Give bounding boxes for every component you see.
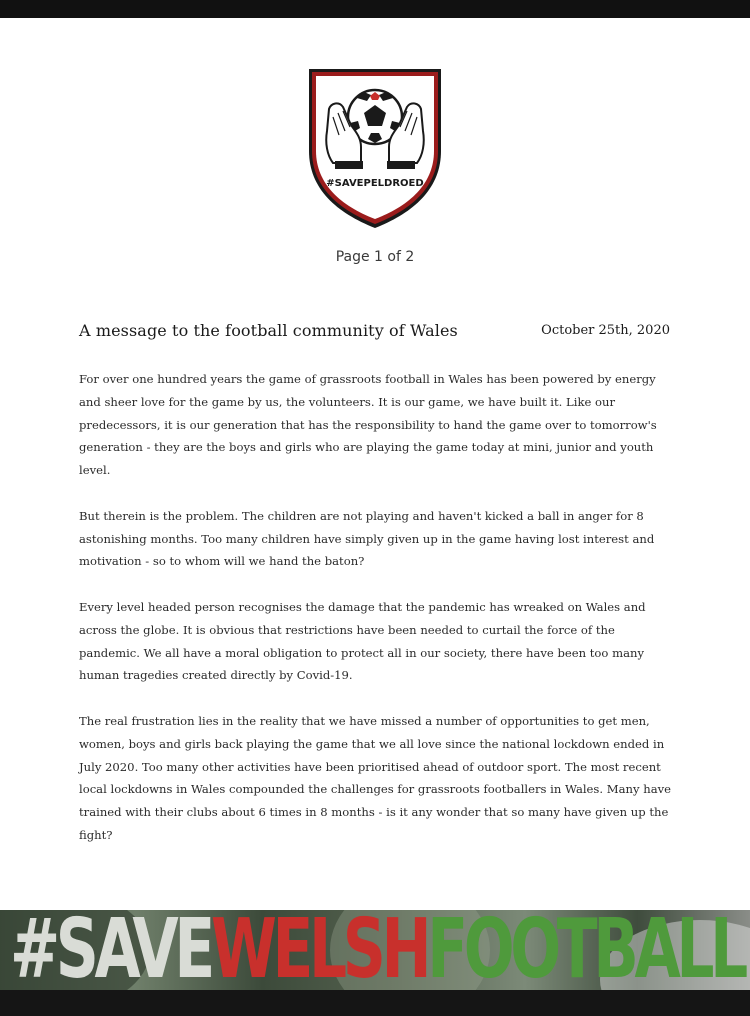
paragraph: But therein is the problem. The children are not playing and haven't kicked a ball in anger for 8 astonishing months. Too many children have simply given up in the game having lost interest and motivation - so to whom will we hand the baton? — [79, 508, 655, 569]
letter-heading: A message to the football community of Wales — [79, 321, 458, 340]
banner-hashtag-part-welsh: WELSH — [210, 910, 428, 990]
banner-hashtag — [10, 910, 744, 990]
paragraph: Every level headed person recognises the damage that the pandemic has wreaked on Wales and across the globe. It is obvious that restrictions have been needed to curtail the force of the pandemic. We all have a moral obligation to protect all in our society, there have been too many human tragedies created directly by Covid-19. — [79, 599, 646, 683]
banner-hashtag-part-football: FOOTBALL — [427, 910, 744, 990]
top-bar — [0, 0, 750, 18]
bottom-bar — [0, 990, 750, 1016]
document-page — [0, 18, 750, 910]
savewelshfootball-banner — [0, 910, 750, 990]
letter-body — [79, 368, 677, 870]
paragraph: For over one hundred years the game of grassroots football in Wales has been powered by energy and sheer love for the game by us, the volunteers. It is our game, we have built it. Like our predecessors, it is our generation that has the responsibility to hand the game over to tomorrow's generation - they are the boys and girls who are playing the game today at mini, junior and youth level. — [79, 372, 657, 478]
page-number: Page 1 of 2 — [335, 249, 415, 265]
paragraph: The real frustration lies in the reality that we have missed a number of opportunities to get men, women, boys and girls back playing the game that we all love since the national lockdown ended in July 2020. Too many other activities have been prioritised ahead of outdoor sport. The most recent local lockdowns in Wales compounded the challenges for grassroots footballers in Wales. Many have trained with their clubs about 6 times in 8 months - is it any wonder that so many have given up the fight? — [79, 713, 672, 842]
banner-hashtag-part-save: #SAVE — [10, 910, 211, 990]
letter-date: October 25th, 2020 — [541, 323, 670, 338]
savepeldroed-crest-logo — [305, 65, 445, 231]
svg-text:#SAVEPELDROED: #SAVEPELDROED — [326, 178, 424, 189]
